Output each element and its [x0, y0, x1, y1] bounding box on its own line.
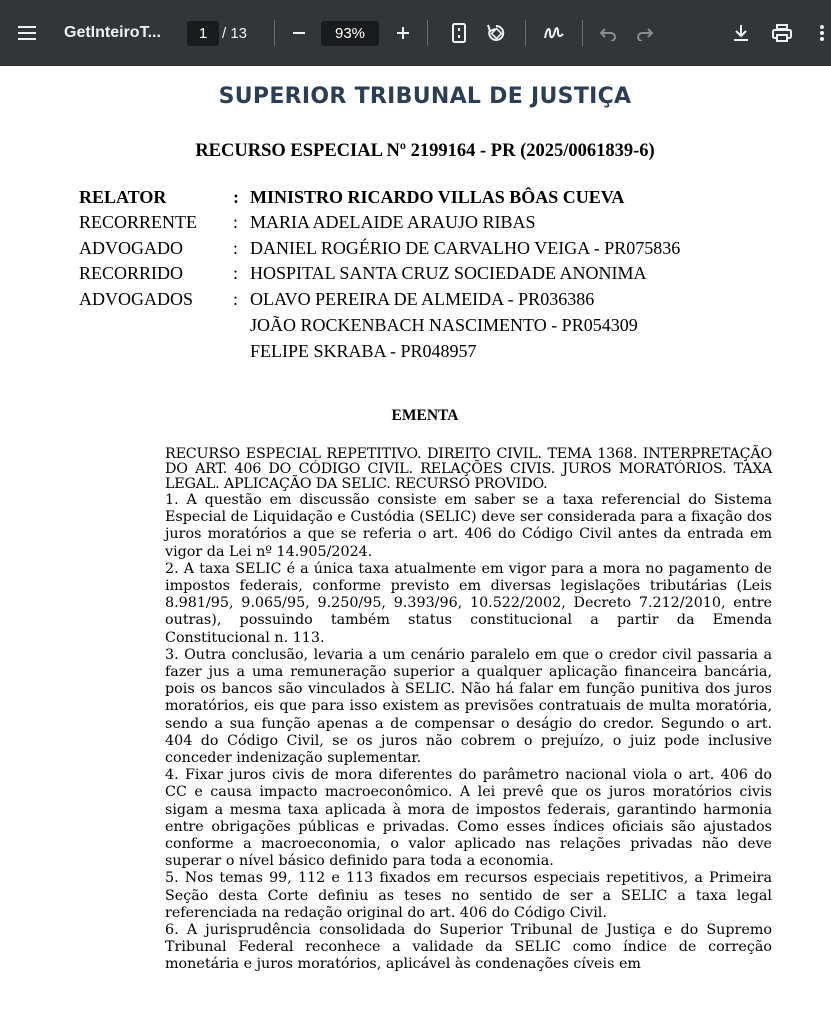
case-title: RECURSO ESPECIAL Nº 2199164 - PR (2025/0061839-6)	[195, 141, 655, 161]
ementa-paragraph: 1. A questão em discussão consiste em saber se a taxa referencial do Sistema Especial de Liquidação e Custódia (SELIC) deve ser considerada para a fixação dos juros moratórios a que se referia o art. 406 do Código Civil antes da entrada em vigor da Lei nº 14.905/2024.	[165, 492, 772, 560]
party-colon: :	[233, 187, 239, 207]
party-value: HOSPITAL SANTA CRUZ SOCIEDADE ANONIMA	[250, 263, 647, 283]
zoom-out-button[interactable]	[289, 0, 309, 66]
party-colon: :	[233, 238, 239, 258]
toolbar-divider	[427, 20, 428, 46]
party-label: RELATOR	[79, 187, 167, 207]
zoom-in-button[interactable]	[393, 0, 413, 66]
party-value: JOÃO ROCKENBACH NASCIMENTO - PR054309	[250, 315, 638, 335]
fit-page-icon[interactable]	[449, 0, 469, 66]
party-value: DANIEL ROGÉRIO DE CARVALHO VEIGA - PR075836	[250, 238, 681, 258]
toolbar-divider	[525, 20, 526, 46]
print-icon[interactable]	[771, 0, 793, 66]
party-label: ADVOGADO	[79, 238, 183, 258]
zoom-level-input[interactable]: 93%	[321, 21, 379, 46]
party-colon: :	[233, 212, 239, 232]
ementa-title: EMENTA	[391, 407, 459, 424]
ementa-paragraph: 3. Outra conclusão, levaria a um cenário paralelo em que o credor civil passaria a fazer jus a uma remuneração superior a qualquer aplicação financeira bancária, pois os bancos são vinculados à SELIC. Não há falar em função punitiva dos juros moratórios, eis que para isso existem as previsões contratuais de multa moratória, sendo a sua função apenas a de compensar o deságio do credor. Segundo o art. 404 do Código Civil, se os juros não cobrem o prejuízo, o juiz pode inclusive conceder indenização suplementar.	[165, 646, 772, 767]
party-colon: :	[233, 289, 239, 309]
page-total: / 13	[222, 24, 248, 42]
more-options-icon[interactable]	[816, 0, 828, 66]
download-icon[interactable]	[730, 0, 752, 66]
party-value: MARIA ADELAIDE ARAUJO RIBAS	[250, 212, 536, 232]
menu-icon[interactable]	[16, 0, 38, 66]
pdf-toolbar	[0, 0, 831, 66]
party-value: MINISTRO RICARDO VILLAS BÔAS CUEVA	[250, 187, 625, 207]
ementa-paragraph: 6. A jurisprudência consolidada do Superior Tribunal de Justiça e do Supremo Tribunal Federal reconhece a validade da SELIC como índice de correção monetária e juros moratórios, aplicável às condenações cíveis em	[165, 922, 772, 973]
ementa-paragraph: 2. A taxa SELIC é a única taxa atualmente em vigor para a mora no pagamento de impostos federais, conforme previsto em diversas legislações tributárias (Leis 8.981/95, 9.065/95, 9.250/95, 9.393/96, 10.522/2002, Decreto 7.212/2010, entre outras), possuindo também status constitucional a partir da Emenda Constitucional n. 113.	[165, 560, 772, 646]
draw-annotation-icon[interactable]	[543, 0, 565, 66]
toolbar-divider	[274, 20, 275, 46]
ementa-paragraph: 4. Fixar juros civis de mora diferentes do parâmetro nacional viola o art. 406 do CC e causa impacto macroeconômico. A lei prevê que os juros moratórios civis sigam a mesma taxa aplicada à mora de impostos federais, garantindo harmonia entre obrigações públicas e privadas. Como esses índices oficiais são ajustados conforme a macroeconomia, o valor aplicado nas relações privadas não deve superar o nível básico definido para toda a economia.	[165, 767, 772, 870]
party-label: RECORRENTE	[79, 212, 198, 232]
rotate-icon[interactable]	[484, 0, 508, 66]
ementa-body	[165, 447, 772, 974]
party-label: ADVOGADOS	[79, 289, 194, 309]
court-header: SUPERIOR TRIBUNAL DE JUSTIÇA	[218, 84, 632, 109]
document-title: GetInteiroT...	[64, 24, 161, 41]
undo-icon[interactable]	[598, 0, 618, 66]
ementa-paragraph: 5. Nos temas 99, 112 e 113 fixados em recursos especiais repetitivos, a Primeira Seção desta Corte definiu as teses no sentido de ser a SELIC a taxa legal referenciada na redação original do art. 406 do Código Civil.	[165, 870, 772, 921]
toolbar-divider	[582, 20, 583, 46]
party-value: FELIPE SKRABA - PR048957	[250, 341, 477, 361]
redo-icon[interactable]	[635, 0, 655, 66]
party-colon: :	[233, 263, 239, 283]
party-label: RECORRIDO	[79, 263, 184, 283]
party-value: OLAVO PEREIRA DE ALMEIDA - PR036386	[250, 289, 595, 309]
ementa-header: RECURSO ESPECIAL REPETITIVO. DIREITO CIVIL. TEMA 1368. INTERPRETAÇÃO DO ART. 406 DO CÓDIGO CIVIL. RELAÇÕES CIVIS. JUROS MORATÓRIOS. TAXA LEGAL. APLICAÇÃO DA SELIC. RECURSO PROVIDO.	[165, 446, 772, 492]
page-number-input[interactable]: 1	[187, 21, 219, 46]
